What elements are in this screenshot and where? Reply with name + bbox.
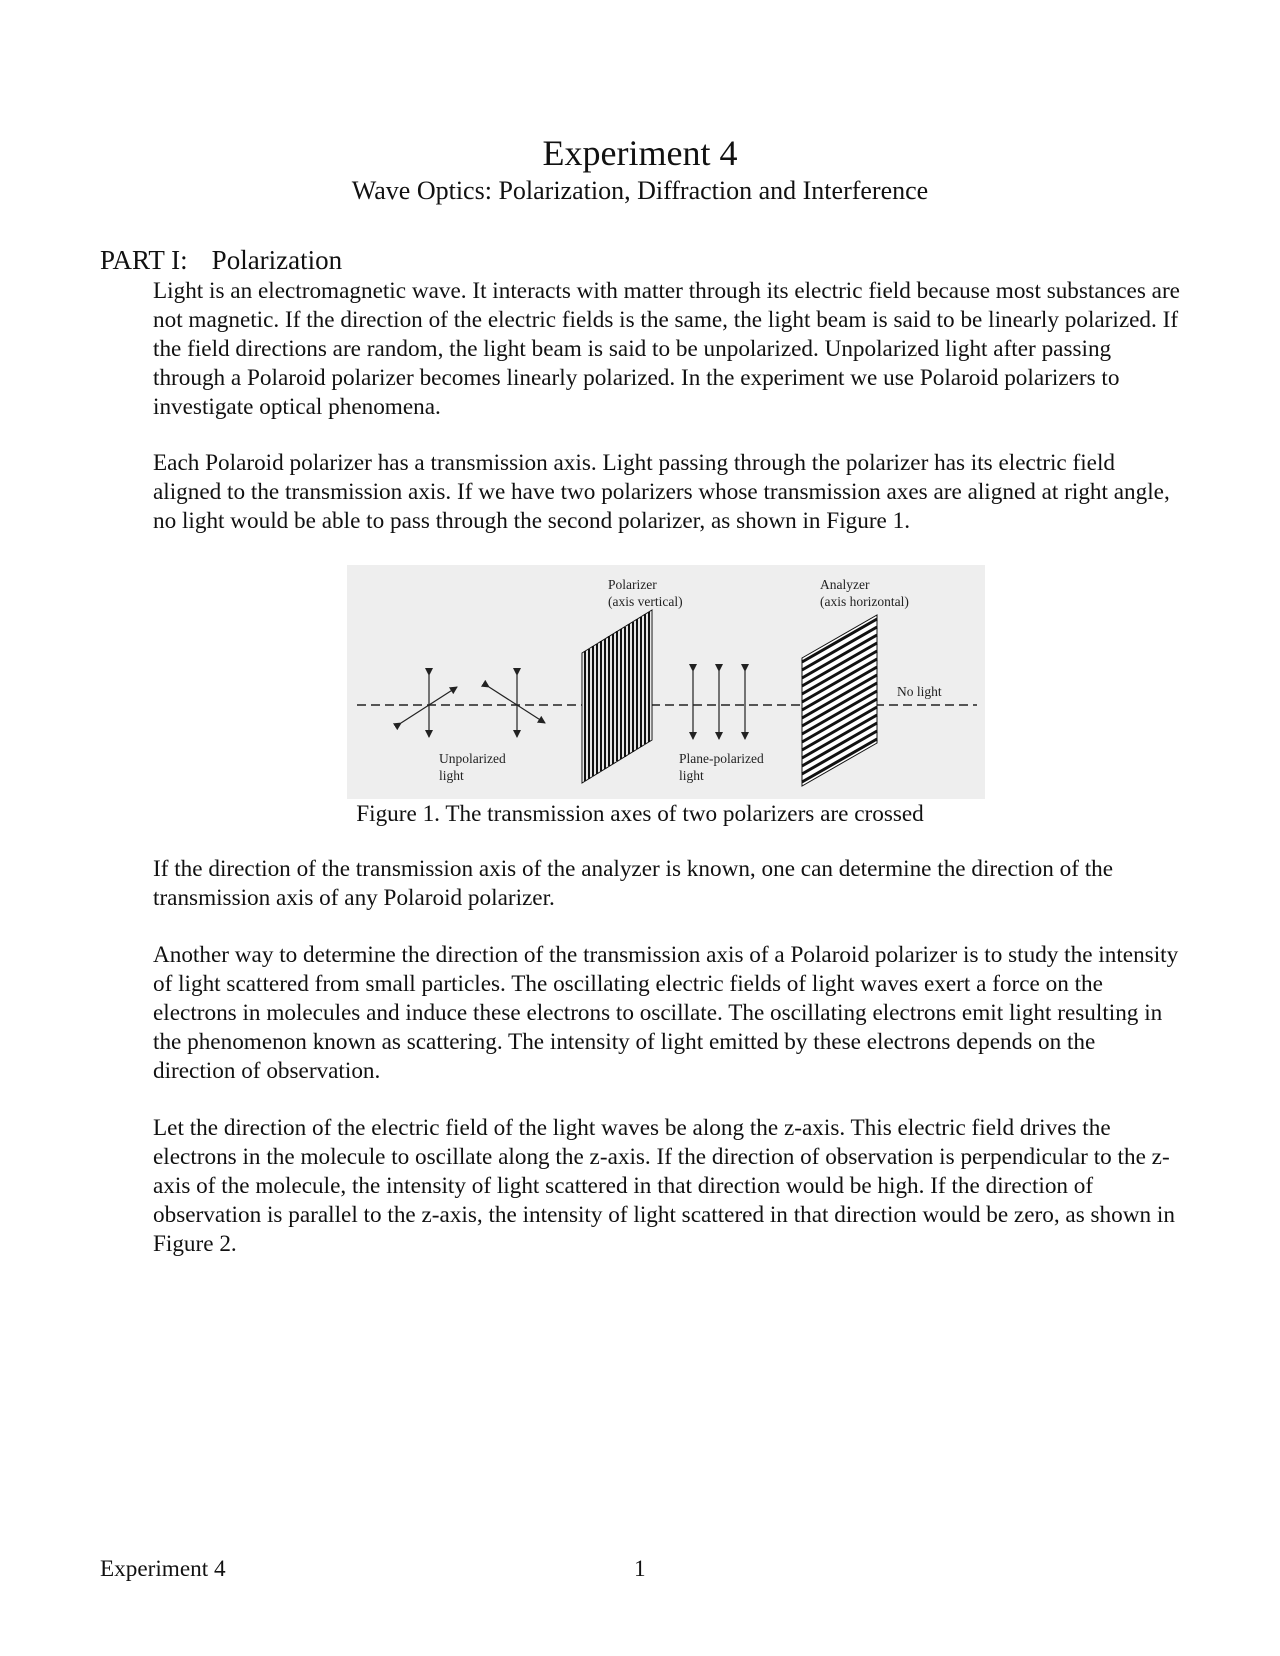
analyzer-axis-label: (axis horizontal) [820, 594, 909, 609]
polarizer-axis-label: (axis vertical) [608, 594, 683, 609]
plane-polarized-light-label: light [679, 768, 704, 783]
paragraph-z-axis: Let the direction of the electric field of the light waves be along the z-axis. This electric field drives the electrons in the molecule to oscillate along the z-axis. If the direction of observation is perpendicular to the z-axis of the molecule, the intensity of light scattered in that direction would be high. If the direction of observation is parallel to the z-axis, the intensity of light scattered in that direction would be zero, as shown in Figure 2. [153, 1115, 1175, 1257]
part-number: PART I: [100, 245, 188, 275]
figure-1-caption: Figure 1. The transmission axes of two polarizers are crossed [356, 801, 924, 827]
paragraph-intro: Light is an electromagnetic wave. It interacts with matter through its electric field because most substances are not magnetic. If the direction of the electric fields is the same, the light beam is said to be linearly polarized. If the field directions are random, the light beam is said to be unpolarized. Unpolarized light after passing through a Polaroid polarizer becomes linearly polarized. In the experiment we use Polaroid polarizers to investigate optical phenomena. [153, 278, 1180, 420]
unpolarized-label: Unpolarized [439, 751, 506, 766]
no-light-label: No light [897, 684, 942, 699]
figure-1-crossed-polarizers [347, 565, 985, 799]
analyzer-label: Analyzer [820, 577, 870, 592]
paragraph-transmission-axis: Each Polaroid polarizer has a transmission axis. Light passing through the polarizer has its electric field aligned to the transmission axis. If we have two polarizers whose transmission axes are aligned at right angle, no light would be able to pass through the second polarizer, as shown in Figure 1. [153, 450, 1170, 534]
part-heading [100, 244, 342, 276]
figure-1-illustration [347, 565, 985, 799]
polarizer-label: Polarizer [608, 577, 657, 592]
document-subtitle: Wave Optics: Polarization, Diffraction and Interference [351, 176, 929, 205]
page-number: 1 [634, 1556, 646, 1582]
paragraph-scattering: Another way to determine the direction of the transmission axis of a Polaroid polarizer is to study the intensity of light scattered from small particles. The oscillating electric fields of light waves exert a force on the electrons in molecules and induce these electrons to oscillate. The oscillating electrons emit light resulting in the phenomenon known as scattering. The intensity of light emitted by these electrons depends on the direction of observation. [153, 942, 1179, 1084]
part-name: Polarization [211, 245, 343, 275]
document-title: Experiment 4 [542, 133, 738, 173]
unpolarized-light-label: light [439, 768, 464, 783]
footer-title: Experiment 4 [100, 1556, 226, 1582]
plane-polarized-label: Plane-polarized [679, 751, 764, 766]
paragraph-analyzer: If the direction of the transmission axis of the analyzer is known, one can determine the direction of the transmission axis of any Polaroid polarizer. [153, 856, 1114, 911]
